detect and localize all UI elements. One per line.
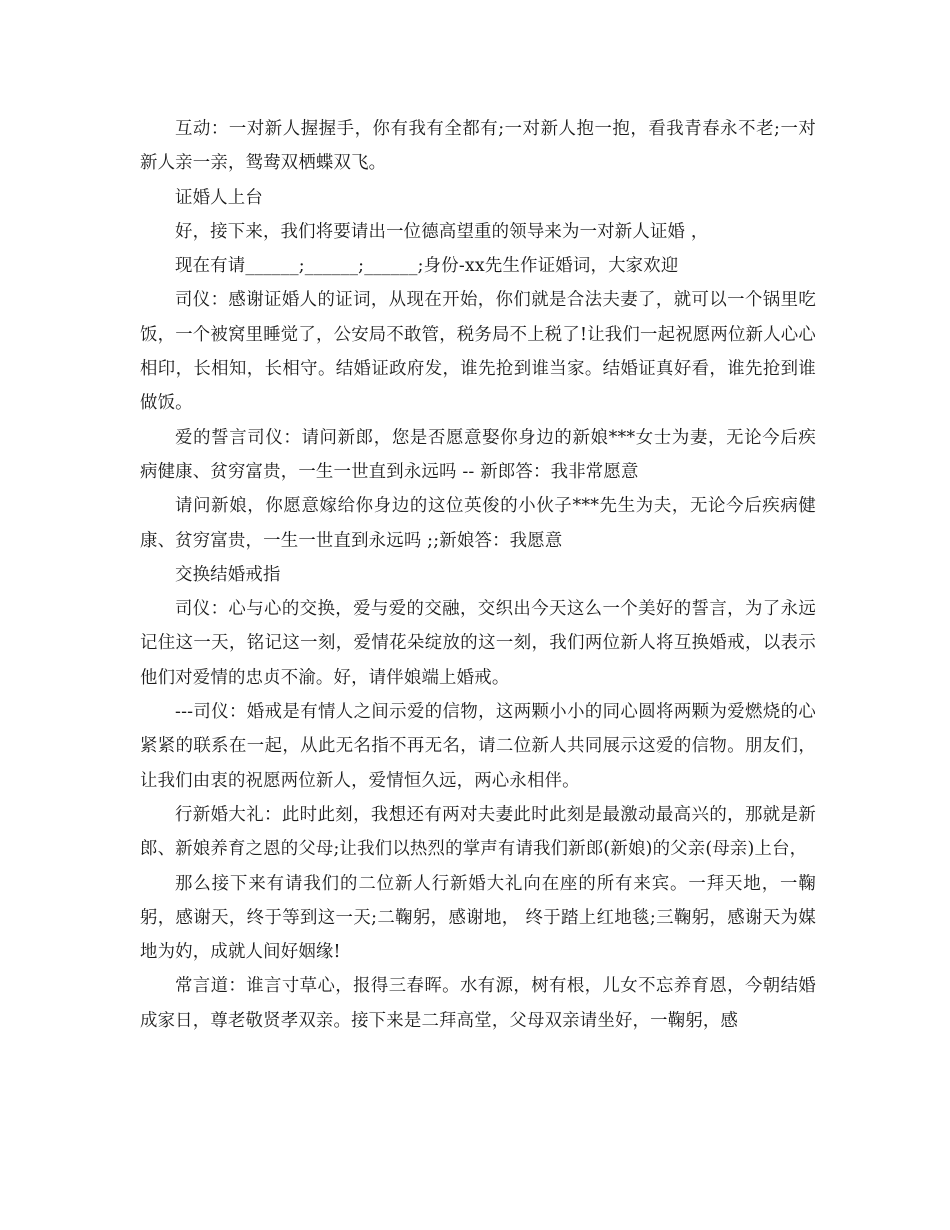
paragraph-invite-witness: 好，接下来，我们将要请出一位德高望重的领导来为一对新人证婚 ， [175, 221, 709, 242]
paragraph-witness-intro: 现在有请______;______;______;身份-xx先生作证婚词，大家欢迎 [175, 256, 679, 277]
paragraph-bow-to-parents: 常言道：谁言寸草心，报得三春晖。水有源，树有根，儿女不忘养育恩，今朝结婚成家日，尊老敬贤孝双亲。接下来是二拜高堂，父母双亲请坐好，一鞠躬，感 [140, 976, 816, 1031]
paragraph-ring-exchange: 司仪：心与心的交换，爱与爱的交融，交织出今天这么一个美好的誓言，为了永远记住这一天，铭记这一刻，爱情花朵绽放的这一刻，我们两位新人将互换婚戒，以表示他们对爱情的忠贞不渝。好，请伴娘端上婚戒。 [140, 599, 816, 688]
document-body [140, 112, 816, 1038]
paragraph-groom-vow: 爱的誓言司仪：请问新郎，您是否愿意娶你身边的新娘***女士为妻，无论今后疾病健康、贫穷富贵，一生一世直到永远吗 -- 新郎答：我非常愿意 [140, 427, 816, 482]
heading-witness-on-stage: 证婚人上台 [175, 187, 263, 208]
paragraph-wedding-ceremony: 行新婚大礼：此时此刻，我想还有两对夫妻此时此刻是最激动最高兴的，那就是新郎、新娘养育之恩的父母;让我们以热烈的掌声有请我们新郎(新娘)的父亲(母亲)上台， [140, 804, 816, 860]
paragraph-host-thanks: 司仪：感谢证婚人的证词，从现在开始，你们就是合法夫妻了，就可以一个锅里吃饭，一个被窝里睡觉了，公安局不敢管，税务局不上税了!让我们一起祝愿两位新人心心相印，长相知，长相守。结婚证政府发，谁先抢到谁当家。结婚证真好看，谁先抢到谁做饭。 [140, 290, 816, 414]
paragraph-ring-token: ---司仪：婚戒是有情人之间示爱的信物，这两颗小小的同心圆将两颗为爱燃烧的心紧紧的联系在一起，从此无名指不再无名，请二位新人共同展示这爱的信物。朋友们，让我们由衷的祝愿两位新人，爱情恒久远，两心永相伴。 [140, 702, 816, 791]
heading-exchange-rings: 交换结婚戒指 [175, 564, 281, 585]
paragraph-interaction: 互动：一对新人握握手，你有我有全都有;一对新人抱一抱，看我青春永不老;一对新人亲一亲，鸳鸯双栖蝶双飞。 [140, 119, 816, 174]
paragraph-bows-to-guests: 那么接下来有请我们的二位新人行新婚大礼向在座的所有来宾。一拜天地，一鞠躬，感谢天，终于等到这一天;二鞠躬，感谢地， 终于踏上红地毯;三鞠躬，感谢天为媒地为妁，成就人间好姻缘! [140, 873, 816, 963]
paragraph-bride-vow: 请问新娘，你愿意嫁给你身边的这位英俊的小伙子***先生为夫，无论今后疾病健康、贫穷富贵，一生一世直到永远吗 ;;新娘答：我愿意 [140, 496, 816, 551]
